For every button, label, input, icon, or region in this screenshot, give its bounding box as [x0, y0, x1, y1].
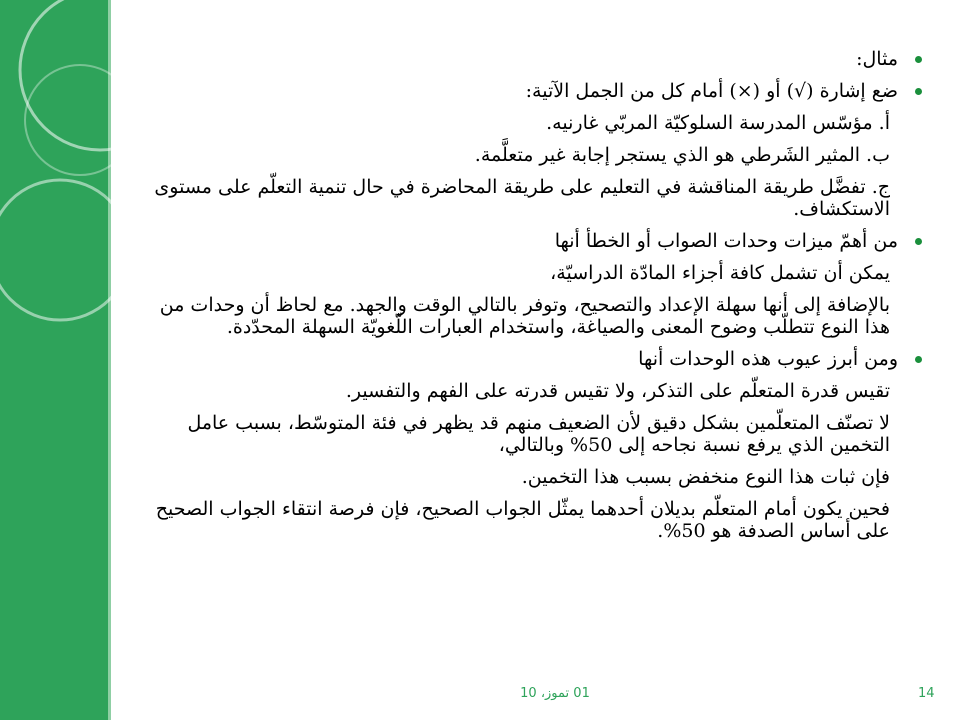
- disadvantage-1: تقيس قدرة المتعلّم على التذكر، ولا تقيس قدرته على الفهم والتفسير.: [345, 380, 890, 402]
- disadvantage-2: لا تصنّف المتعلّمين بشكل دقيق لأن الضعيف منهم قد يظهر في فئة المتوسّط، بسبب عامل التخمين الذي يرفع نسبة نجاحه إلى 50% وبالتالي،: [187, 412, 890, 456]
- sidebar-edge-line: [108, 0, 111, 720]
- advantage-2: بالإضافة إلى أنها سهلة الإعداد والتصحيح، وتوفر بالتالي الوقت والجهد. مع لحاظ أن وحدات من هذا النوع تتطلّب وضوح المعنى والصياغة، واستخدام العبارات اللّغويّة السهلة المحدّدة.: [159, 294, 890, 338]
- disadvantage-3: فإن ثبات هذا النوع منخفض بسبب هذا التخمين.: [521, 466, 890, 488]
- bullet-icon: [915, 88, 922, 95]
- bullet-disadvantages: ومن أبرز عيوب هذه الوحدات أنها: [150, 348, 898, 370]
- footer-date: 01 تموز، 10: [520, 686, 590, 701]
- statement-a: أ. مؤسّس المدرسة السلوكيّة المربّي غارنيه.: [546, 112, 890, 134]
- disadvantage-4: فحين يكون أمام المتعلّم بديلان أحدهما يمثّل الجواب الصحيح، فإن فرصة انتقاء الجواب الصحيح على أساس الصدفة هو 50%.: [155, 498, 890, 542]
- bullet-example-heading: مثال:: [150, 48, 898, 70]
- bullet-advantages: من أهمّ ميزات وحدات الصواب أو الخطأ أنها: [150, 230, 898, 252]
- bullet-icon: [915, 56, 922, 63]
- bullet-instruction: ضع إشارة (√) أو (×) أمام كل من الجمل الآتية:: [150, 80, 898, 102]
- bullet-icon: [915, 356, 922, 363]
- statement-c: ج. تفضَّل طريقة المناقشة في التعليم على طريقة المحاضرة في حال تنمية التعلّم على مستوى الاستكشاف.: [154, 176, 890, 220]
- bullet-icon: [915, 238, 922, 245]
- slide-content: [150, 48, 898, 552]
- page-number: 14: [918, 686, 935, 701]
- advantage-1: يمكن أن تشمل كافة أجزاء المادّة الدراسيّة،: [550, 262, 890, 284]
- sidebar-band: [0, 0, 108, 720]
- statement-b: ب. المثير الشَرطي هو الذي يستجر إجابة غير متعلَّمة.: [474, 144, 890, 166]
